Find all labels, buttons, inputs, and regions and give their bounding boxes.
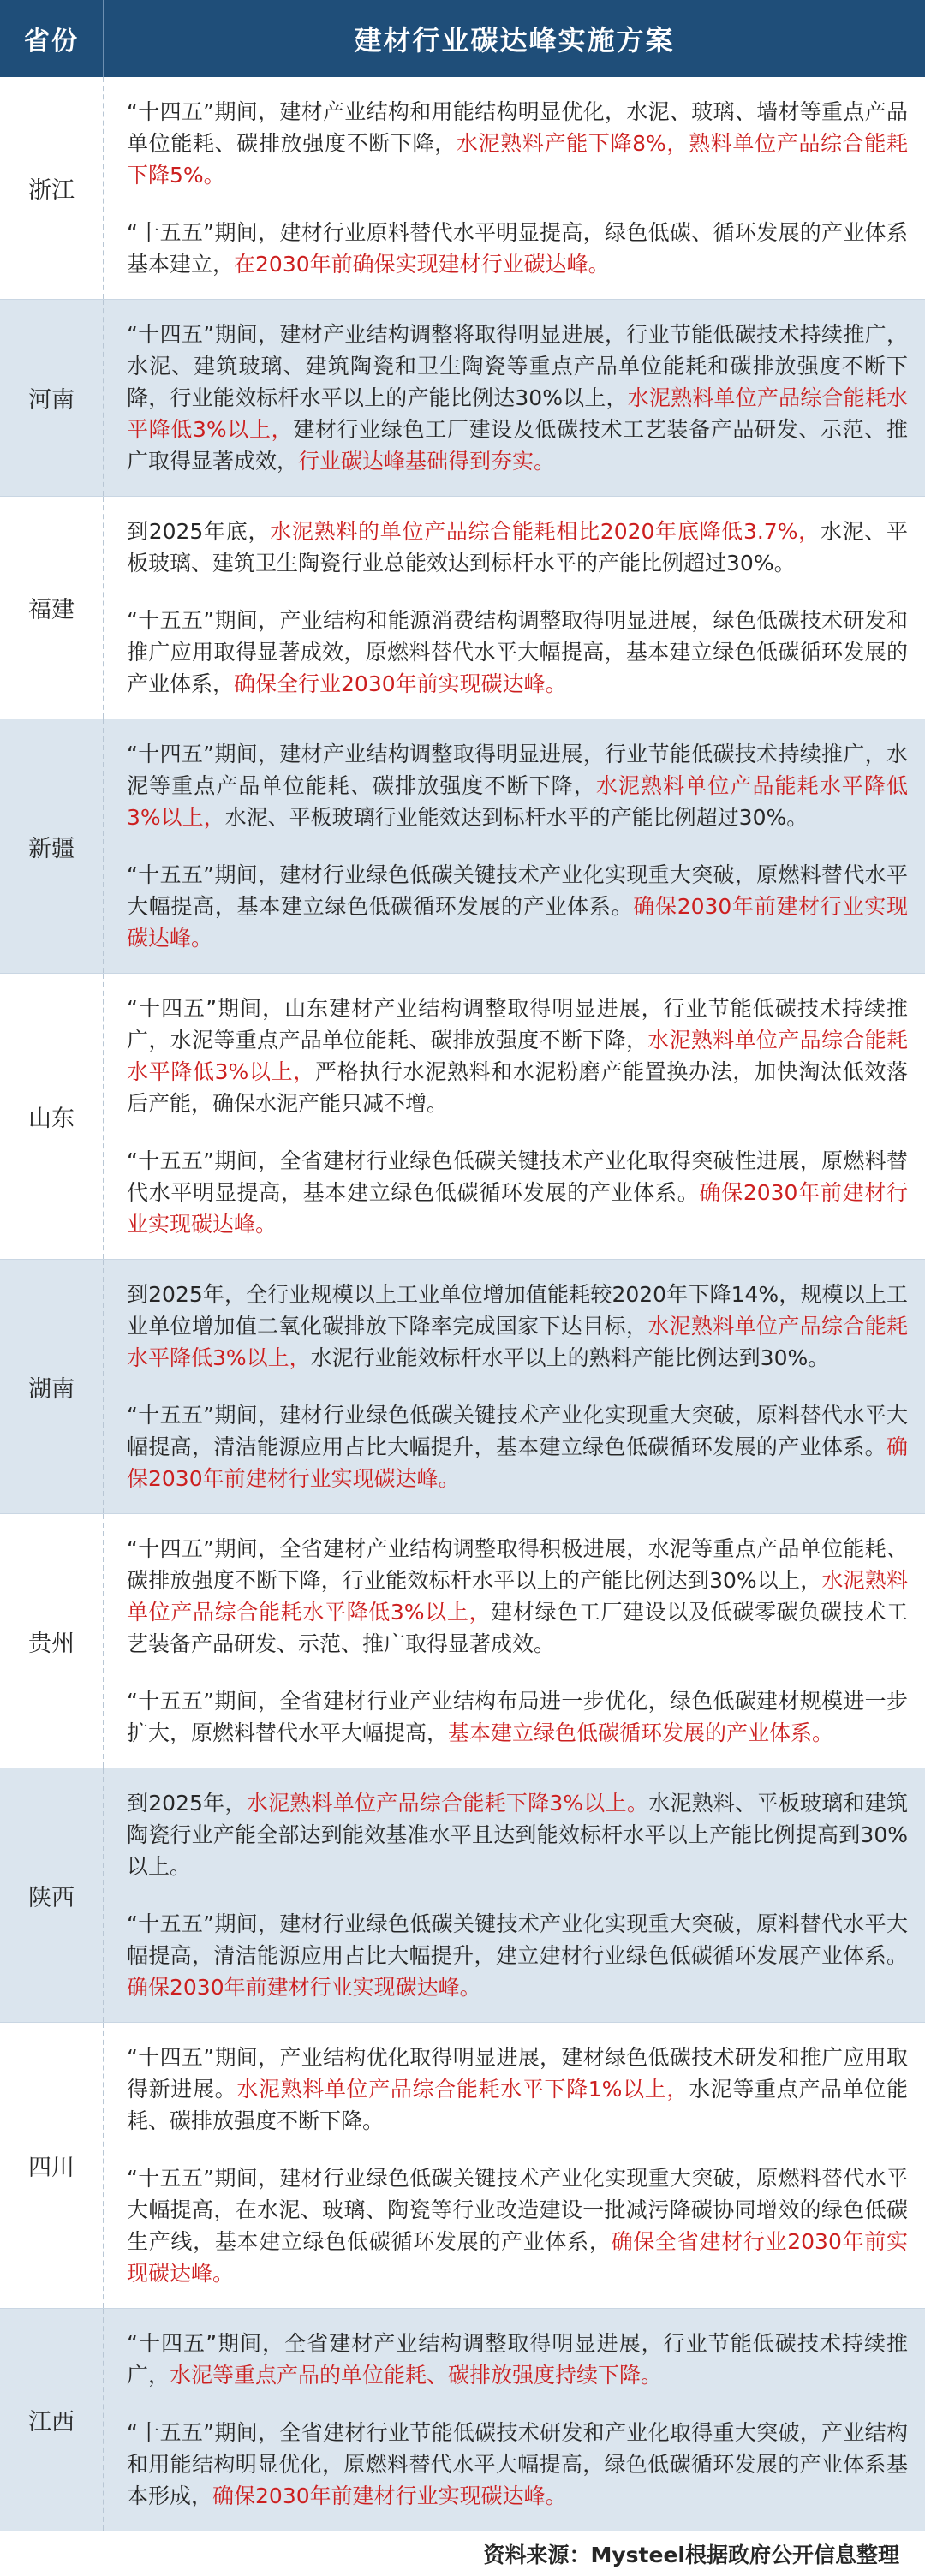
plan-content-cell bbox=[104, 719, 925, 973]
plan-text: 到2025年， bbox=[127, 1791, 247, 1816]
highlighted-target-text: 确保2030年前建材行业实现碳达峰。 bbox=[127, 894, 908, 951]
plan-text: 建材绿色工厂建设以及低碳零碳负碳技术工艺装备产品研发、示范、推广取得显著成效。 bbox=[127, 1600, 908, 1656]
plan-text: 严格执行水泥熟料和水泥粉磨产能置换办法，加快淘汰低效落后产能，确保水泥产能只减不增。 bbox=[127, 1059, 908, 1116]
highlighted-target-text: 确保2030年前建材行业实现碳达峰。 bbox=[127, 1434, 908, 1491]
plan-paragraph bbox=[127, 319, 908, 477]
table-row bbox=[0, 1514, 925, 1768]
highlighted-target-text: 水泥熟料的单位产品综合能耗相比2020年底降低3.7%， bbox=[270, 519, 821, 544]
plan-paragraph bbox=[127, 1685, 908, 1749]
plan-content-cell bbox=[104, 300, 925, 496]
plan-content-cell bbox=[104, 497, 925, 719]
highlighted-target-text: 水泥熟料单位产品综合能耗水平下降1%以上， bbox=[236, 2077, 689, 2102]
highlighted-target-text: 水泥熟料单位产品综合能耗水平降低3%以上， bbox=[127, 385, 908, 442]
table-body bbox=[0, 77, 925, 2531]
table-row bbox=[0, 2023, 925, 2309]
plan-text: 水泥行业能效标杆水平以上的熟料产能比例达到30%。 bbox=[310, 1345, 830, 1370]
highlighted-target-text: 确保2030年前建材行业实现碳达峰。 bbox=[127, 1975, 481, 2000]
plan-text: “十四五”期间，全省建材产业结构调整取得明显进展，行业节能低碳技术持续推广， bbox=[127, 2331, 908, 2388]
plan-paragraph bbox=[127, 1533, 908, 1660]
highlighted-target-text: 水泥熟料单位产品能耗水平降低3%以上， bbox=[127, 773, 908, 830]
plan-content-cell bbox=[104, 2309, 925, 2531]
plan-paragraph bbox=[127, 1399, 908, 1494]
highlighted-target-text: 确保全行业2030年前实现碳达峰。 bbox=[234, 671, 567, 696]
plan-text: 到2025年底， bbox=[127, 519, 271, 544]
plan-text: “十五五”期间，建材行业原料替代水平明显提高，绿色低碳、循环发展的产业体系基本建立， bbox=[127, 220, 908, 277]
plan-paragraph bbox=[127, 217, 908, 280]
highlighted-target-text: 水泥熟料单位产品综合能耗水平降低3%以上， bbox=[127, 1314, 908, 1370]
highlighted-target-text: 确保全省建材行业2030年前实现碳达峰。 bbox=[127, 2229, 908, 2286]
plan-paragraph bbox=[127, 516, 908, 579]
highlighted-target-text: 基本建立绿色低碳循环发展的产业体系。 bbox=[448, 1720, 834, 1745]
plan-text: 水泥、平板玻璃、建筑卫生陶瓷行业总能效达到标杆水平的产能比例超过30%。 bbox=[127, 519, 908, 575]
table-row bbox=[0, 974, 925, 1260]
province-cell: 浙江 bbox=[0, 77, 104, 299]
highlighted-target-text: 水泥熟料单位产品综合能耗下降3%以上。 bbox=[246, 1791, 649, 1816]
plan-text: “十五五”期间，建材行业绿色低碳关键技术产业化实现重大突破，原燃料替代水平大幅提高，基本建立绿色低碳循环发展的产业体系。 bbox=[127, 862, 908, 919]
plan-text: “十五五”期间，建材行业绿色低碳关键技术产业化实现重大突破，原料替代水平大幅提高，清洁能源应用占比大幅提升，基本建立绿色低碳循环发展的产业体系。 bbox=[127, 1403, 908, 1459]
plan-text: “十四五”期间，建材产业结构和用能结构明显优化，水泥、玻璃、墙材等重点产品单位能耗、碳排放强度不断下降， bbox=[127, 99, 908, 156]
plan-text: “十五五”期间，产业结构和能源消费结构调整取得明显进展，绿色低碳技术研发和推广应用取得显著成效，原燃料替代水平大幅提高，基本建立绿色低碳循环发展的产业体系， bbox=[127, 608, 908, 696]
plan-text: “十四五”期间，山东建材产业结构调整取得明显进展，行业节能低碳技术持续推广，水泥等重点产品单位能耗、碳排放强度不断下降， bbox=[127, 996, 908, 1052]
table-row bbox=[0, 77, 925, 300]
province-cell: 河南 bbox=[0, 300, 104, 496]
plan-text: 到2025年，全行业规模以上工业单位增加值能耗较2020年下降14%，规模以上工业单位增加值二氧化碳排放下降率完成国家下达目标， bbox=[127, 1282, 908, 1339]
table-row bbox=[0, 719, 925, 974]
province-cell: 新疆 bbox=[0, 719, 104, 973]
plan-content-cell bbox=[104, 1768, 925, 2022]
plan-text: “十四五”期间，建材产业结构调整将取得明显进展，行业节能低碳技术持续推广，水泥、建筑玻璃、建筑陶瓷和卫生陶瓷等重点产品单位能耗和碳排放强度不断下降，行业能效标杆水平以上的产能比例达30%以上， bbox=[127, 322, 908, 410]
province-cell: 陕西 bbox=[0, 1768, 104, 2022]
highlighted-target-text: 水泥等重点产品的单位能耗、碳排放强度持续下降。 bbox=[170, 2363, 663, 2388]
plan-text: “十四五”期间，产业结构优化取得明显进展，建材绿色低碳技术研发和推广应用取得新进展。 bbox=[127, 2045, 908, 2102]
highlighted-target-text: 行业碳达峰基础得到夯实。 bbox=[298, 449, 556, 474]
plan-paragraph bbox=[127, 2162, 908, 2289]
province-cell: 山东 bbox=[0, 974, 104, 1259]
plan-paragraph bbox=[127, 1787, 908, 1882]
highlighted-target-text: 在2030年前确保实现建材行业碳达峰。 bbox=[234, 252, 610, 277]
plan-paragraph bbox=[127, 2417, 908, 2512]
table-header bbox=[0, 0, 925, 77]
plan-content-cell bbox=[104, 2023, 925, 2308]
plan-content-cell bbox=[104, 1514, 925, 1768]
highlighted-target-text: 水泥熟料产能下降8%，熟料单位产品综合能耗下降5%。 bbox=[127, 131, 908, 188]
plan-text: “十五五”期间，全省建材行业绿色低碳关键技术产业化取得突破性进展，原燃料替代水平明显提高，基本建立绿色低碳循环发展的产业体系。 bbox=[127, 1148, 908, 1205]
plan-paragraph bbox=[127, 96, 908, 191]
highlighted-target-text: 确保2030年前建材行业实现碳达峰。 bbox=[212, 2484, 567, 2508]
plan-paragraph bbox=[127, 859, 908, 954]
plan-paragraph bbox=[127, 1279, 908, 1374]
plan-paragraph bbox=[127, 738, 908, 833]
province-cell: 四川 bbox=[0, 2023, 104, 2308]
plan-text: “十五五”期间，全省建材行业节能低碳技术研发和产业化取得重大突破，产业结构和用能结构明显优化，原燃料替代水平大幅提高，绿色低碳循环发展的产业体系基本形成， bbox=[127, 2420, 908, 2508]
province-cell: 江西 bbox=[0, 2309, 104, 2531]
plan-text: “十四五”期间，全省建材产业结构调整取得积极进展，水泥等重点产品单位能耗、碳排放强度不断下降，行业能效标杆水平以上的产能比例达到30%以上， bbox=[127, 1536, 908, 1593]
table-row bbox=[0, 2309, 925, 2531]
plan-paragraph bbox=[127, 1908, 908, 2003]
province-cell: 贵州 bbox=[0, 1514, 104, 1768]
plan-paragraph bbox=[127, 2042, 908, 2137]
plan-paragraph bbox=[127, 605, 908, 700]
plan-text: 水泥等重点产品单位能耗、碳排放强度不断下降。 bbox=[127, 2077, 908, 2133]
province-cell: 湖南 bbox=[0, 1260, 104, 1513]
source-note: 资料来源：Mysteel根据政府公开信息整理 bbox=[483, 2543, 899, 2567]
plan-content-cell bbox=[104, 77, 925, 299]
plan-text: 水泥熟料、平板玻璃和建筑陶瓷行业产能全部达到能效基准水平且达到能效标杆水平以上产能比例提高到30%以上。 bbox=[127, 1791, 908, 1879]
table-row bbox=[0, 1260, 925, 1514]
table-title: 建材行业碳达峰实施方案 bbox=[354, 24, 675, 57]
plan-paragraph bbox=[127, 1145, 908, 1240]
plan-paragraph bbox=[127, 993, 908, 1119]
plan-text: “十五五”期间，建材行业绿色低碳关键技术产业化实现重大突破，原燃料替代水平大幅提高，在水泥、玻璃、陶瓷等行业改造建设一批减污降碳协同增效的绿色低碳生产线，基本建立绿色低碳循环发展的产业体系， bbox=[127, 2166, 908, 2254]
province-cell: 福建 bbox=[0, 497, 104, 719]
plan-text: “十四五”期间，建材产业结构调整取得明显进展，行业节能低碳技术持续推广，水泥等重点产品单位能耗、碳排放强度不断下降， bbox=[127, 742, 908, 798]
table-row bbox=[0, 300, 925, 497]
table-row bbox=[0, 497, 925, 719]
plan-text: 建材行业绿色工厂建设及低碳技术工艺装备产品研发、示范、推广取得显著成效， bbox=[127, 417, 908, 474]
plan-text: “十五五”期间，建材行业绿色低碳关键技术产业化实现重大突破，原料替代水平大幅提高，清洁能源应用占比大幅提升，建立建材行业绿色低碳循环发展产业体系。 bbox=[127, 1911, 908, 1968]
highlighted-target-text: 确保2030年前建材行业实现碳达峰。 bbox=[127, 1180, 909, 1237]
province-column-header: 省份 bbox=[24, 27, 79, 57]
plan-text: 水泥、平板玻璃行业能效达到标杆水平的产能比例超过30%。 bbox=[224, 805, 809, 830]
plan-content-cell bbox=[104, 1260, 925, 1513]
highlighted-target-text: 水泥熟料单位产品综合能耗水平降低3%以上， bbox=[127, 1568, 908, 1625]
highlighted-target-text: 水泥熟料单位产品综合能耗水平降低3%以上， bbox=[127, 1028, 908, 1084]
plan-text: “十五五”期间，全省建材行业产业结构布局进一步优化，绿色低碳建材规模进一步扩大，原燃料替代水平大幅提高， bbox=[127, 1689, 908, 1745]
plan-content-cell bbox=[104, 974, 925, 1259]
table-row bbox=[0, 1768, 925, 2023]
plan-paragraph bbox=[127, 2328, 908, 2391]
